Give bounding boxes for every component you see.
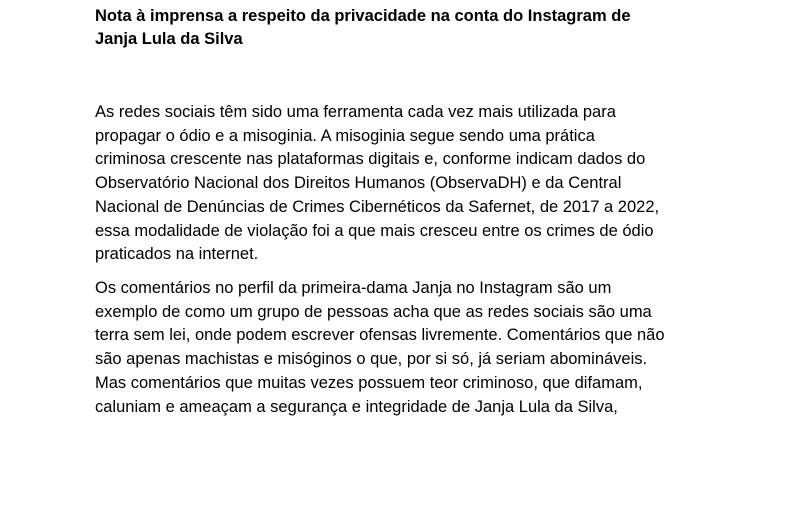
body-paragraph-2 [95, 277, 735, 419]
paragraph-line: praticados na internet. [95, 245, 259, 264]
title-line: Janja Lula da Silva [95, 29, 243, 48]
paragraph-line: Os comentários no perfil da primeira-dama Janja no Instagram são um [95, 279, 612, 297]
paragraph-line: são apenas machistas e misóginos o que, por si só, já seriam abomináveis. [95, 350, 648, 369]
paragraph-line: Mas comentários que muitas vezes possuem teor criminoso, que difamam, [95, 373, 643, 392]
body-paragraph-1 [95, 101, 735, 267]
paragraph-line: criminosa crescente nas plataformas digitais e, conforme indicam dados do [95, 150, 646, 169]
paragraph-line: caluniam e ameaçam a segurança e integridade de Janja Lula da Silva, [95, 397, 618, 416]
paragraph-line: essa modalidade de violação foi a que mais cresceu entre os crimes de ódio [95, 221, 654, 240]
paragraph-line: Observatório Nacional dos Direitos Humanos (ObservaDH) e da Central [95, 174, 622, 193]
paragraph-line: Nacional de Denúncias de Crimes Cibernéticos da Safernet, de 2017 a 2022, [95, 197, 660, 216]
paragraph-line: exemplo de como um grupo de pessoas acha que as redes sociais são uma [95, 302, 652, 321]
paragraph-line: terra sem lei, onde podem escrever ofensas livremente. Comentários que não [95, 326, 665, 345]
paragraph-line: propagar o ódio e a misoginia. A misoginia segue sendo uma prática [95, 126, 595, 145]
title-line: Nota à imprensa a respeito da privacidade na conta do Instagram de [95, 7, 631, 25]
paragraph-line: As redes sociais têm sido uma ferramenta cada vez mais utilizada para [95, 103, 616, 121]
document-title [95, 5, 715, 50]
